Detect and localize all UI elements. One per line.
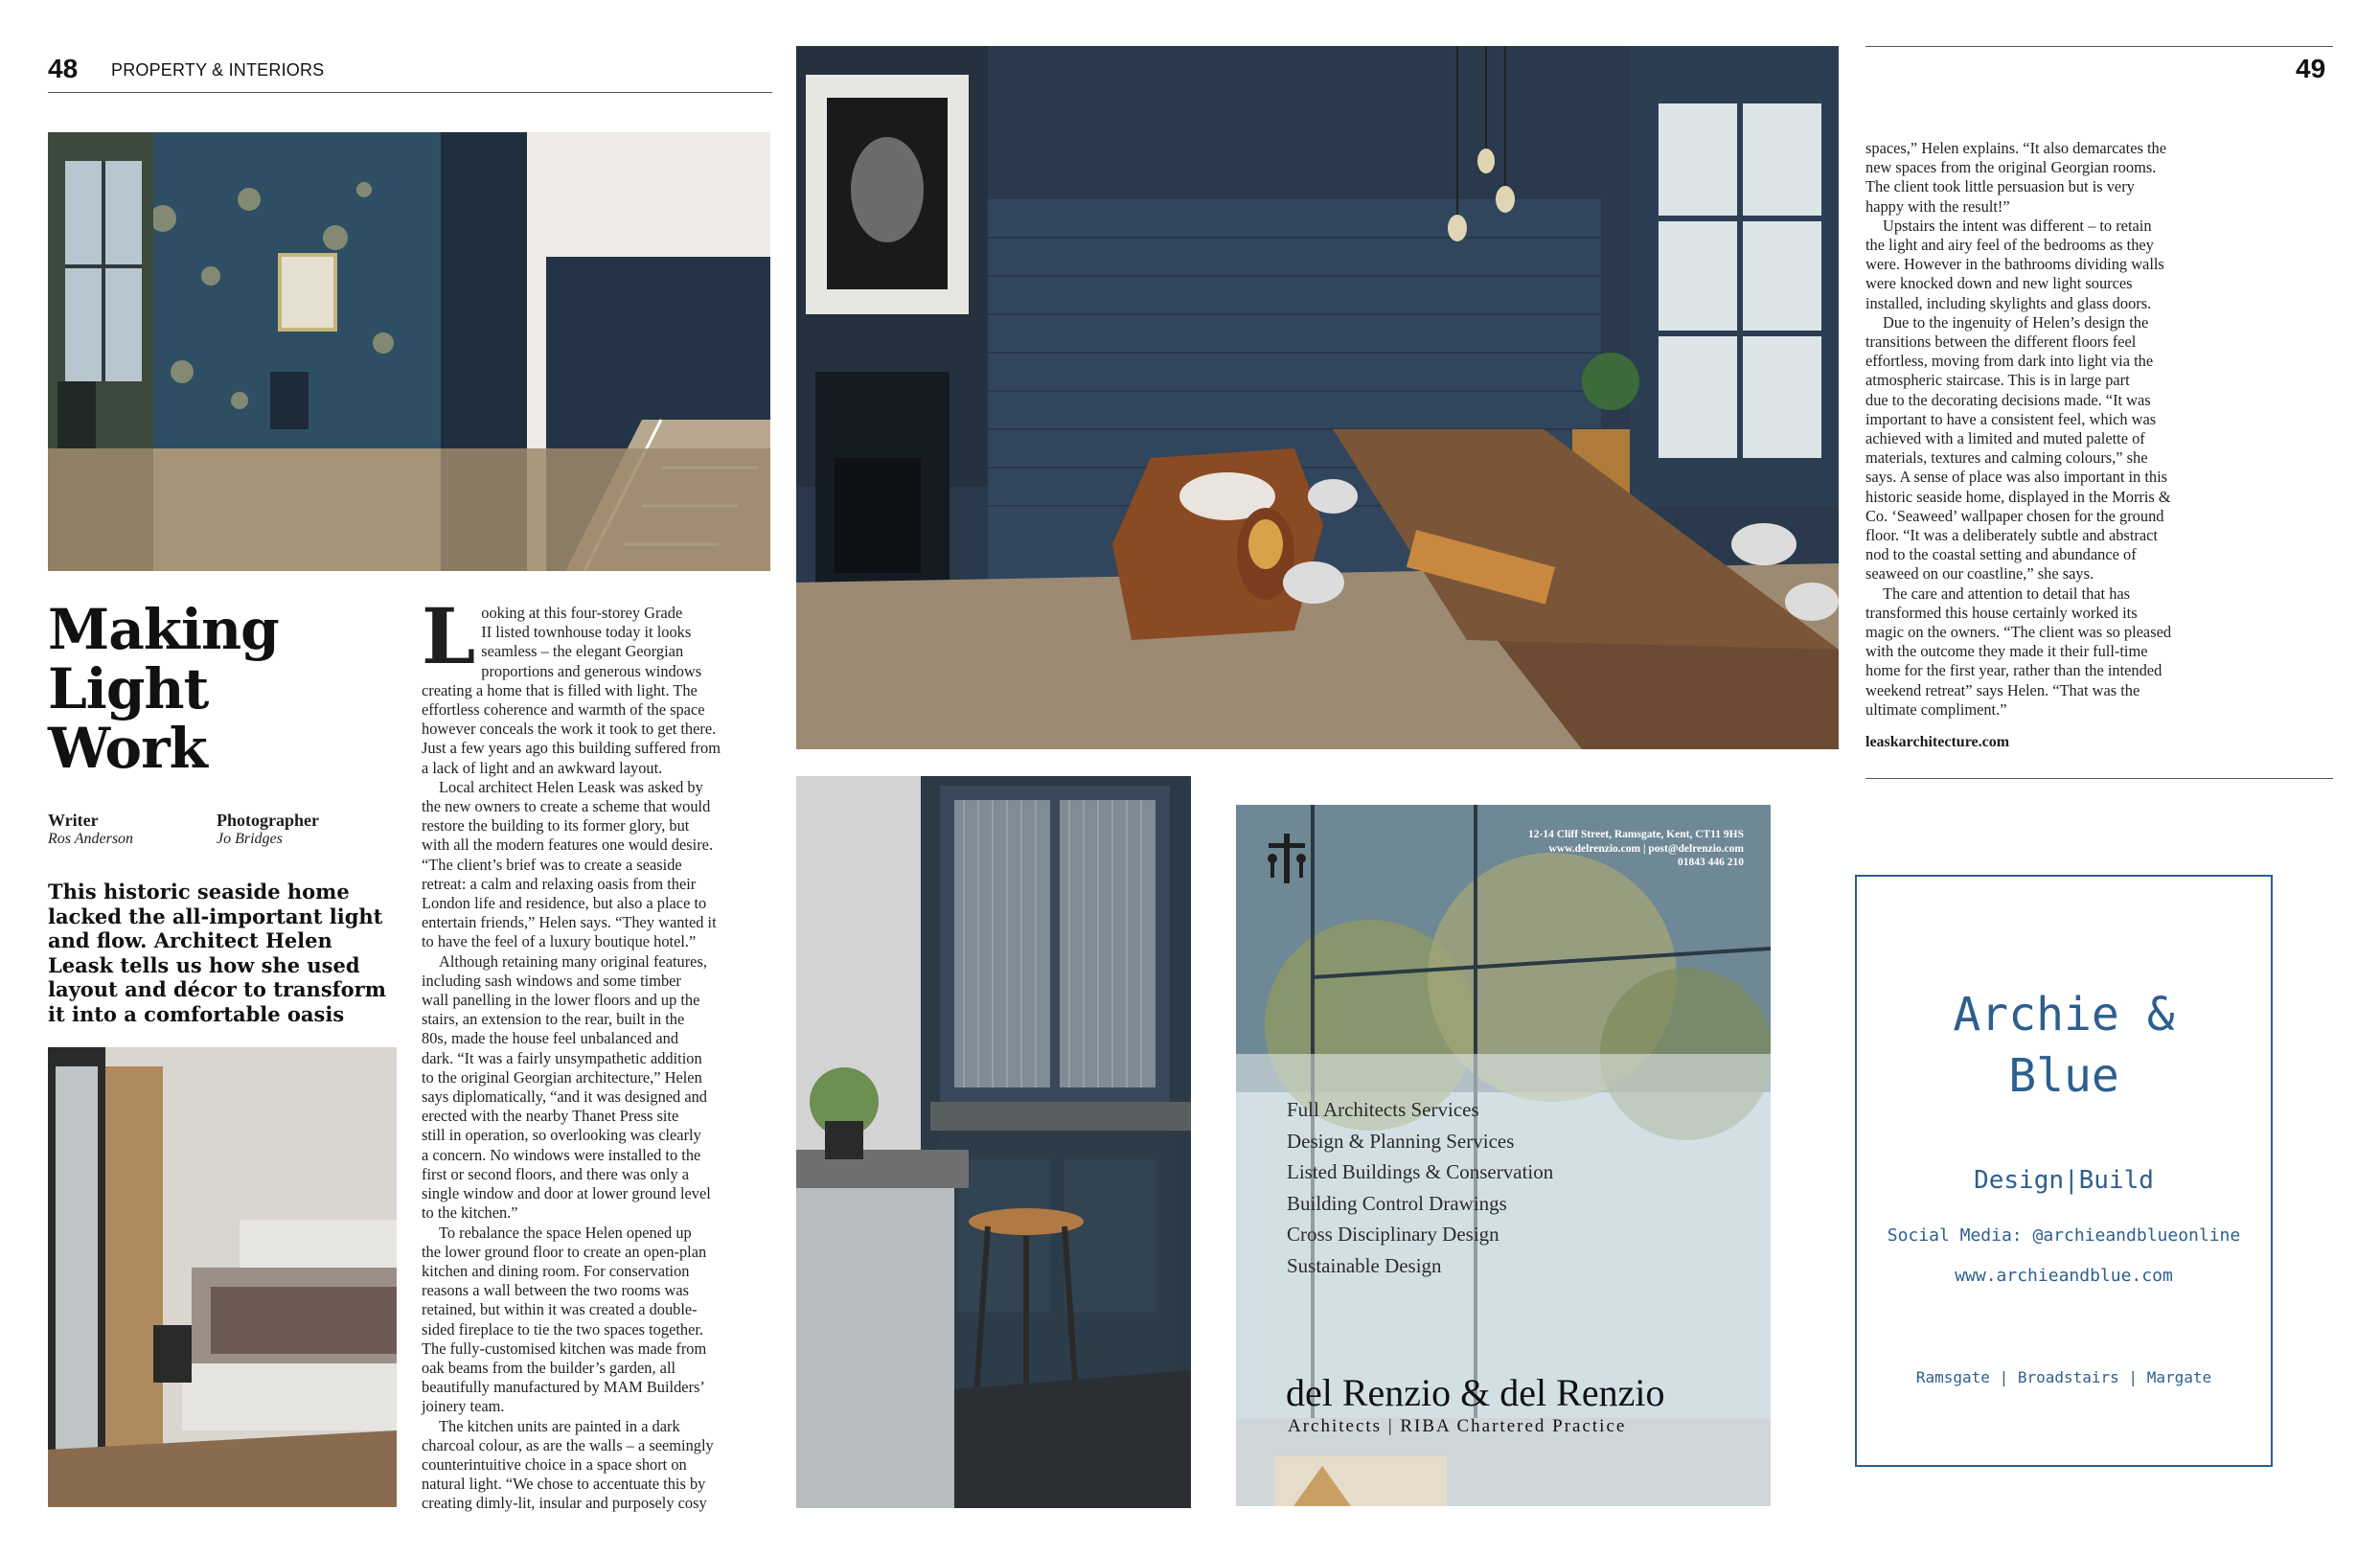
line: retreat: a calm and relaxing oasis from their: [422, 874, 697, 893]
line: seamless – the elegant Georgian: [481, 642, 684, 661]
line: a concern. No windows were installed to the: [422, 1145, 701, 1164]
paragraph-7: [1865, 217, 2228, 313]
line: first or second floors, and there was only a: [422, 1164, 690, 1183]
line: happy with the result!”: [1865, 196, 2010, 216]
line: to the original Georgian architecture,” Helen: [422, 1067, 702, 1087]
standfirst-line: it into a comfortable oasis: [48, 1001, 345, 1026]
line: new spaces from the original Georgian rooms.: [1865, 158, 2157, 177]
line: restore the building to its former glory, but: [422, 816, 690, 835]
line: London life and residence, but also a place to: [422, 894, 707, 913]
standfirst-line: layout and décor to transform: [48, 977, 386, 1001]
del-renzio-services: [1287, 1094, 1553, 1281]
photographer-label: Photographer: [217, 811, 319, 830]
name-line-1: Archie &: [1953, 988, 2175, 1041]
line: floor. “It was a deliberately subtle and abstract: [1865, 526, 2158, 545]
article-website[interactable]: leaskarchitecture.com: [1865, 734, 2010, 750]
line: transformed this house certainly worked its: [1865, 603, 2138, 622]
line: home for the first year, rather than the intended: [1865, 661, 2163, 680]
archie-and-blue-website[interactable]: www.archieandblue.com: [1955, 1266, 2173, 1286]
standfirst-line: and flow. Architect Helen: [48, 928, 332, 952]
headline-line-2: Light: [48, 656, 209, 721]
line: the light and airy feel of the bedrooms as they: [1865, 236, 2154, 255]
line: however conceals the work it took to get there.: [422, 720, 717, 739]
line: with all the modern features one would desire.: [422, 835, 714, 855]
line: magic on the owners. “The client was so pleased: [1865, 623, 2172, 642]
line: Just a few years ago this building suffered from: [422, 739, 721, 758]
header-rule-left: [48, 92, 772, 93]
line: beautifully manufactured by MAM Builders’: [422, 1378, 705, 1397]
left-page-number: 48: [48, 54, 79, 83]
service-item: Cross Disciplinary Design: [1287, 1223, 1499, 1246]
line: single window and door at lower ground level: [422, 1184, 711, 1203]
kitchen-photo: [796, 776, 1191, 1508]
service-item: Listed Buildings & Conservation: [1287, 1160, 1554, 1183]
line: The care and attention to detail that has: [1883, 584, 2131, 603]
line: were. However in the bathrooms dividing walls: [1865, 255, 2164, 274]
line: Due to the ingenuity of Helen’s design the: [1883, 312, 2149, 332]
line: Although retaining many original features,: [439, 951, 707, 971]
archie-and-blue-name: [1857, 984, 2271, 1107]
paragraph-4: [422, 1224, 772, 1417]
writer-credit: [48, 811, 133, 848]
standfirst-line: lacked the all-important light: [48, 904, 383, 928]
del-renzio-brand: del Renzio & del Renzio: [1286, 1371, 1665, 1414]
line: dark. “It was a fairly unsympathetic addition: [422, 1048, 702, 1067]
line: the lower ground floor to create an open-plan: [422, 1242, 707, 1261]
address-line: 12-14 Cliff Street, Ramsgate, Kent, CT11 9HS: [1528, 829, 1744, 840]
line: the new owners to create a scheme that would: [422, 797, 711, 816]
line: says diplomatically, “and it was designed and: [422, 1087, 707, 1107]
line: ultimate compliment.”: [1865, 699, 2007, 719]
standfirst-line: This historic seaside home: [48, 880, 350, 904]
line: wall panelling in the lower floors and up the: [422, 991, 700, 1010]
line: spaces,” Helen explains. “It also demarcates the: [1865, 139, 2167, 157]
archie-and-blue-services: Design|Build: [1974, 1166, 2154, 1195]
line: Co. ‘Seaweed’ wallpaper chosen for the ground: [1865, 506, 2164, 525]
line: creating a home that is filled with light. The: [422, 680, 698, 699]
paragraph-5: [422, 1417, 772, 1514]
photographer-name: Jo Bridges: [217, 831, 283, 847]
line: The kitchen units are painted in a dark: [439, 1416, 680, 1435]
line: kitchen and dining room. For conservation: [422, 1261, 690, 1280]
line: “The client’s brief was to create a seaside: [422, 855, 682, 874]
paragraph-2: [422, 778, 772, 952]
del-renzio-advert: [1236, 805, 1771, 1506]
line: effortless, moving from dark into light via the: [1865, 352, 2154, 371]
hall-photo: [48, 132, 770, 571]
line: transitions between the different floors feel: [1865, 332, 2137, 352]
writer-label: Writer: [48, 811, 99, 830]
del-renzio-address: [1399, 828, 1744, 870]
archie-and-blue-advert: [1855, 875, 2273, 1467]
line: 80s, made the house feel unbalanced and: [422, 1029, 679, 1048]
line: materials, textures and calming colours,” she: [1865, 448, 2148, 468]
header-rule-right: [1865, 46, 2333, 47]
address-line: www.delrenzio.com | post@delrenzio.com: [1548, 842, 1744, 855]
service-item: Building Control Drawings: [1287, 1191, 1507, 1215]
line: reasons a wall between the two rooms was: [422, 1281, 690, 1300]
photographer-credit: [217, 811, 319, 848]
line: to have the feel of a luxury boutique hotel.”: [422, 932, 697, 951]
service-item: Design & Planning Services: [1287, 1129, 1515, 1153]
service-item: Full Architects Services: [1287, 1098, 1479, 1121]
line: nod to the coastal setting and abundance of: [1865, 545, 2137, 564]
paragraph-9: [1865, 584, 2228, 720]
service-item: Sustainable Design: [1287, 1253, 1442, 1277]
line: stairs, an extension to the rear, built in the: [422, 1010, 685, 1029]
standfirst-line: Leask tells us how she used: [48, 952, 360, 977]
paragraph-6: [1865, 139, 2228, 217]
line: were knocked down and new light sources: [1865, 274, 2133, 293]
line: erected with the nearby Thanet Press site: [422, 1107, 679, 1126]
line: The fully-customised kitchen was made from: [422, 1339, 707, 1358]
line: sided fireplace to tie the two spaces together.: [422, 1319, 704, 1339]
drop-cap: L: [422, 591, 476, 681]
line: retained, but within it was created a double-: [422, 1300, 698, 1319]
line: Upstairs the intent was different – to retain: [1883, 216, 2152, 235]
line: counterintuitive choice in a space short on: [422, 1454, 687, 1474]
name-line-2: Blue: [2008, 1049, 2119, 1103]
line: natural light. “We chose to accentuate this by: [422, 1475, 706, 1494]
article-column-2: [1865, 139, 2228, 720]
line: installed, including skylights and glass doors.: [1865, 293, 2152, 312]
line: proportions and generous windows: [481, 661, 702, 680]
paragraph-3: [422, 952, 772, 1224]
article-column-1: [422, 591, 772, 1514]
line: To rebalance the space Helen opened up: [439, 1223, 692, 1242]
standfirst: [48, 880, 412, 1026]
line: including sash windows and some timber: [422, 971, 681, 990]
dining-room-photo: [796, 46, 1839, 749]
line: joinery team.: [422, 1397, 505, 1416]
paragraph-8: [1865, 313, 2228, 584]
right-column-rule: [1865, 778, 2333, 779]
line: Local architect Helen Leask was asked by: [439, 777, 703, 796]
line: creating dimly-lit, insular and purposely cosy: [422, 1494, 707, 1513]
headline-line-3: Work: [48, 716, 207, 781]
archie-and-blue-social[interactable]: Social Media: @archieandblueonline: [1887, 1225, 2241, 1246]
del-renzio-logo-icon: [1265, 830, 1309, 887]
line: important to have a consistent feel, which was: [1865, 409, 2157, 428]
line: historic seaside home, displayed in the Morris &: [1865, 487, 2171, 506]
del-renzio-tagline: Architects | RIBA Chartered Practice: [1288, 1416, 1627, 1436]
line: with the outcome they made it their full-time: [1865, 642, 2148, 661]
line: II listed townhouse today it looks: [481, 623, 692, 642]
archie-and-blue-locations: Ramsgate | Broadstairs | Margate: [1915, 1368, 2212, 1386]
line: seaweed on our coastline,” she says.: [1865, 564, 2094, 584]
line: charcoal colour, as are the walls – a seemingly: [422, 1435, 714, 1454]
line: achieved with a limited and muted palette of: [1865, 429, 2145, 448]
writer-name: Ros Anderson: [48, 831, 134, 847]
line: effortless coherence and warmth of the space: [422, 700, 705, 720]
headline: [48, 597, 412, 781]
section-title: PROPERTY & INTERIORS: [111, 60, 325, 80]
address-line: 01843 446 210: [1678, 857, 1744, 868]
line: says. A sense of place was also important in this: [1865, 468, 2168, 487]
line: to the kitchen.”: [422, 1203, 518, 1223]
headline-line-1: Making: [48, 597, 279, 662]
line: entertain friends,” Helen says. “They wanted it: [422, 913, 717, 932]
line: weekend retreat” says Helen. “That was the: [1865, 680, 2140, 699]
right-page-number: 49: [2296, 54, 2326, 83]
bedroom-photo: [48, 1047, 397, 1507]
line: still in operation, so overlooking was clearly: [422, 1126, 701, 1145]
line: oak beams from the builder’s garden, all: [422, 1358, 676, 1377]
line: ooking at this four-storey Grade: [481, 604, 683, 622]
line: The client took little persuasion but is very: [1865, 177, 2135, 196]
line: due to the decorating decisions made. “It was: [1865, 390, 2151, 409]
paragraph-1: [422, 591, 772, 778]
line: atmospheric staircase. This is in large part: [1865, 371, 2130, 390]
line: a lack of light and an awkward layout.: [422, 758, 663, 777]
